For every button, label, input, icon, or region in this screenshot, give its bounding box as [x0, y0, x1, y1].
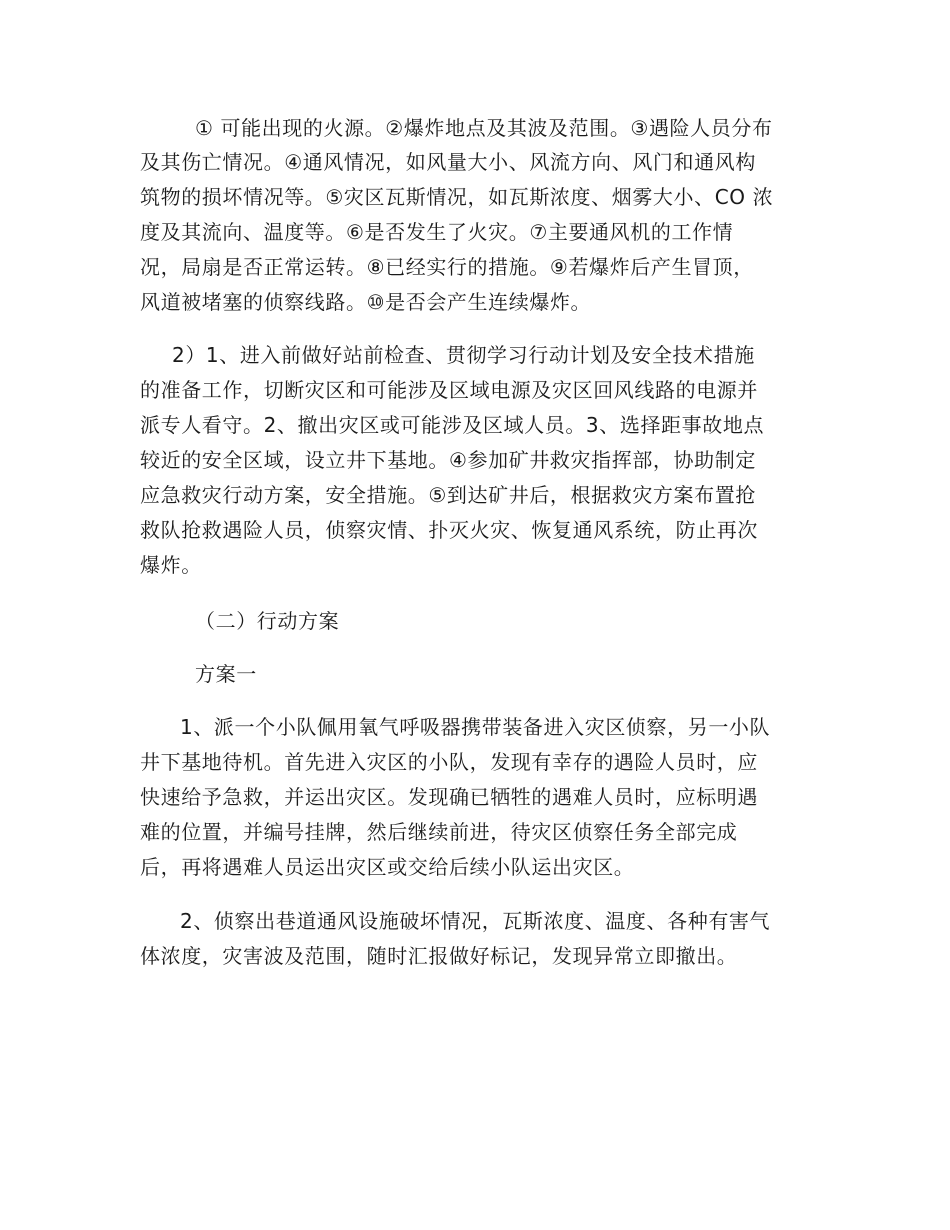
text-line: 应急救灾行动方案，安全措施。⑤到达矿井后，根据救灾方案布置抢 — [140, 483, 756, 507]
text-line: 爆炸。 — [140, 553, 202, 577]
text-line: 的准备工作，切断灾区和可能涉及区域电源及灾区回风线路的电源并 — [140, 378, 758, 402]
text-line: 风道被堵塞的侦察线路。⑩是否会产生连续爆炸。 — [140, 290, 592, 314]
text-line: 2）1、进入前做好站前检查、贯彻学习行动计划及安全技术措施 — [172, 343, 755, 367]
text-line: 况，局扇是否正常运转。⑧已经实行的措施。⑨若爆炸后产生冒顶， — [140, 255, 754, 279]
text-line: 及其伤亡情况。④通风情况，如风量大小、风流方向、风门和通风构 — [140, 150, 756, 174]
text-line: 度及其流向、温度等。⑥是否发生了火灾。⑦主要通风机的工作情 — [140, 220, 734, 244]
text-line: 难的位置，并编号挂牌，然后继续前进，待灾区侦察任务全部完成 — [140, 820, 738, 844]
text-line: ① 可能出现的火源。②爆炸地点及其波及范围。③遇险人员分布 — [195, 116, 773, 140]
text-line: 较近的安全区域，设立井下基地。④参加矿井救灾指挥部，协助制定 — [140, 448, 756, 472]
section-heading: （二）行动方案 — [195, 609, 340, 633]
text-line: 筑物的损坏情况等。⑤灾区瓦斯情况，如瓦斯浓度、烟雾大小、CO 浓 — [140, 185, 774, 209]
text-line: 派专人看守。2、撤出灾区或可能涉及区域人员。3、选择距事故地点 — [140, 413, 765, 437]
subsection-heading: 方案一 — [195, 662, 257, 686]
text-line: 井下基地待机。首先进入灾区的小队，发现有幸存的遇险人员时，应 — [140, 750, 758, 774]
text-line: 救队抢救遇险人员，侦察灾情、扑灭火灾、恢复通风系统，防止再次 — [140, 518, 758, 542]
text-line: 后，再将遇难人员运出灾区或交给后续小队运出灾区。 — [140, 855, 635, 879]
text-line: 体浓度，灾害波及范围，随时汇报做好标记，发现异常立即撤出。 — [140, 944, 738, 968]
text-line: 2、侦察出巷道通风设施破坏情况，瓦斯浓度、温度、各种有害气 — [180, 909, 771, 933]
text-line: 1、派一个小队佩用氧气呼吸器携带装备进入灾区侦察，另一小队 — [180, 715, 771, 739]
text-line: 快速给予急救，并运出灾区。发现确已牺牲的遇难人员时，应标明遇 — [140, 785, 758, 809]
